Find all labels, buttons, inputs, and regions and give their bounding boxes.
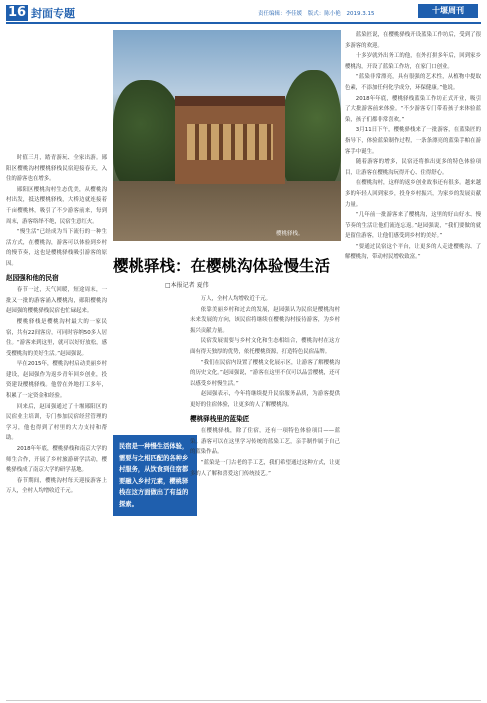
text-column-3: [345, 30, 481, 263]
issue-date: 2019.3.15: [346, 11, 375, 17]
paragraph: 在樱桃驿栈，除了住宿，还有一项特色体验项目——蓝染。游客可以在这里学习传统的蓝染工艺，亲手制作属于自己的蓝染作品。: [190, 428, 340, 456]
section-title: 封面专题: [31, 7, 75, 20]
paragraph: 郧阳区樱桃沟村生态优美，从樱桃沟村出发，抵达樱桃驿栈，大桥边就连接着千亩樱桃林，吸引了不少游客前来，每到周末，游客络绎不绝，民宿生意红火。: [6, 186, 107, 225]
photo-tree-left: [113, 80, 183, 190]
paragraph: 依靠美丽乡村和过去的发展，赵园强认为民宿是樱桃沟村未来发展的方向，该民宿将继续在樱桃沟村接待游客，为乡村振兴贡献力量。: [190, 306, 340, 334]
page-header: [0, 0, 487, 24]
paragraph: 赵园强表示，今年将继续提升民宿服务品质，为游客提供更好的住宿体验，让更多的人了解樱桃沟。: [190, 391, 340, 408]
paragraph: 早在2015年，樱桃沟村启动美丽乡村建设，赵园强作为返乡青年回乡创业，投资建设樱桃驿栈。他曾在外地打工多年，积累了一定资金和经验。: [6, 361, 107, 400]
paragraph: 春节期间，樱桃沟村每天迎接游客上万人，全村人均增收近千元。: [6, 477, 107, 495]
text-column-2: [190, 294, 340, 479]
paragraph: “我们在民宿内设置了樱桃文化展示区，让游客了解樱桃沟的历史文化。”赵园强说，“游客在这里不仅可以品尝樱桃，还可以感受乡村慢生活。”: [190, 359, 340, 387]
photo-tree-right: [281, 70, 341, 190]
paragraph: “蓝染是一门古老的手工艺，我们希望通过这种方式，让更多的人了解和喜爱这门传统技艺。”: [190, 459, 340, 477]
paragraph: 在樱桃沟村，这样的返乡创业故事还有很多。越来越多的年轻人回到家乡，投身乡村振兴，为家乡的发展贡献力量。: [345, 180, 481, 208]
lead-photo: [113, 30, 341, 241]
newspaper-brand: 十堰周刊: [418, 4, 478, 18]
header-rule: [6, 22, 481, 24]
paragraph: “要通过民宿这个平台，让更多的人走进樱桃沟、了解樱桃沟，带动村民增收致富。”: [345, 243, 481, 261]
paragraph: 春节一过，天气回暖，短途周末，一批又一批的游客涌入樱桃沟，郧阳樱桃沟赵园强的樱桃驿栈民宿也忙碌起来。: [6, 287, 107, 315]
page-number: 16: [7, 5, 27, 20]
article-byline: □本报记者 夏伟: [165, 282, 209, 289]
pull-quote: 民宿是一种慢生活体验，需要与之相匹配的各种乡村服务，从饮食到住宿都要融入乡村元素，樱桃驿栈在这方面做出了有益的探索。: [113, 435, 197, 516]
paragraph: 回来后，赵园强通过了十堰郧阳区的民宿业主培训，专门参加民宿经营管理的学习，他也得到了村里的大力支持和帮助。: [6, 403, 107, 442]
photo-building: [175, 96, 285, 184]
photo-caption: 樱桃驿栈。: [276, 231, 304, 237]
text-column-1: [6, 153, 107, 497]
article-headline: 樱桃驿栈：在樱桃沟体验慢生活: [113, 256, 331, 275]
paragraph: 随着游客的增多，民宿还将推出更多的特色体验项目，让游客在樱桃沟玩得开心、住得舒心。: [345, 159, 481, 176]
header-meta: [258, 9, 379, 17]
paragraph: 十多岁就外出务工的他，在外打拼多年后，回到家乡樱桃沟，开设了蓝染工作坊，在家门口创业。: [345, 53, 481, 70]
subheading: 樱桃驿栈里的蓝染匠: [190, 414, 250, 423]
paragraph: 樱桃驿栈是樱桃沟村最大的一家民宿，共有22间客房，可同时容纳50多人居住。“游客来到这里，就可以好好放松，感受樱桃沟的美好生活。”赵园强说。: [6, 318, 107, 357]
paragraph: 民宿发展需要与乡村文化和生态相结合，樱桃沟村在这方面有得天独厚的优势，依托樱桃资源，打造特色民宿品牌。: [190, 338, 340, 355]
paragraph: 3月11日下午，樱桃驿栈来了一批游客，在蓝染匠的指导下，体验蓝染制作过程，一条条漂亮的蓝染手帕在游客手中诞生。: [345, 127, 481, 155]
designer-credit: 版式：陈小艳: [307, 11, 341, 17]
paragraph: “慢生活”已经成为当下流行的一种生活方式，在樱桃沟，游客可以体验到乡村的慢节奏，这也是樱桃驿栈吸引游客的原因。: [6, 229, 107, 267]
editor-credit: 责任编辑：李佳媛: [258, 11, 303, 17]
paragraph: 万人，全村人均增收近千元。: [200, 296, 271, 302]
subheading: 赵园强和他的民宿: [6, 273, 59, 282]
paragraph: 2018年年底，樱桃驿栈和南京大学的师生合作，开展了乡村旅游研学活动，樱桃驿栈成了南京大学的研学基地。: [6, 446, 107, 474]
paragraph: “蓝染非常漂亮，具有很强的艺术性，从植物中提取色素，不添加任何化学成分，环保健康。”他说。: [345, 74, 481, 91]
paragraph: 2018年年底，樱桃驿栈蓝染工作坊正式开业，吸引了大批游客前来体验。“不少游客专门带着孩子来体验蓝染，孩子们都非常喜欢。”: [345, 95, 481, 123]
paragraph: “几年前一批游客来了樱桃沟，这里的好山好水、慢节奏的生活让他们流连忘返。”赵园强说，“我们要做的就是留住游客，让他们感受到乡村的美好。”: [345, 212, 481, 240]
photo-ground: [113, 181, 341, 241]
paragraph: 时值三月，踏青游玩、全家出游。郧阳区樱桃沟村樱桃驿栈民宿迎接春天，入住的游客也在增多。: [6, 155, 107, 183]
paragraph: 蓝染匠说，在樱桃驿栈开设蓝染工作坊后，受到了很多游客的欢迎。: [345, 32, 481, 49]
footer-rule: [6, 700, 481, 701]
